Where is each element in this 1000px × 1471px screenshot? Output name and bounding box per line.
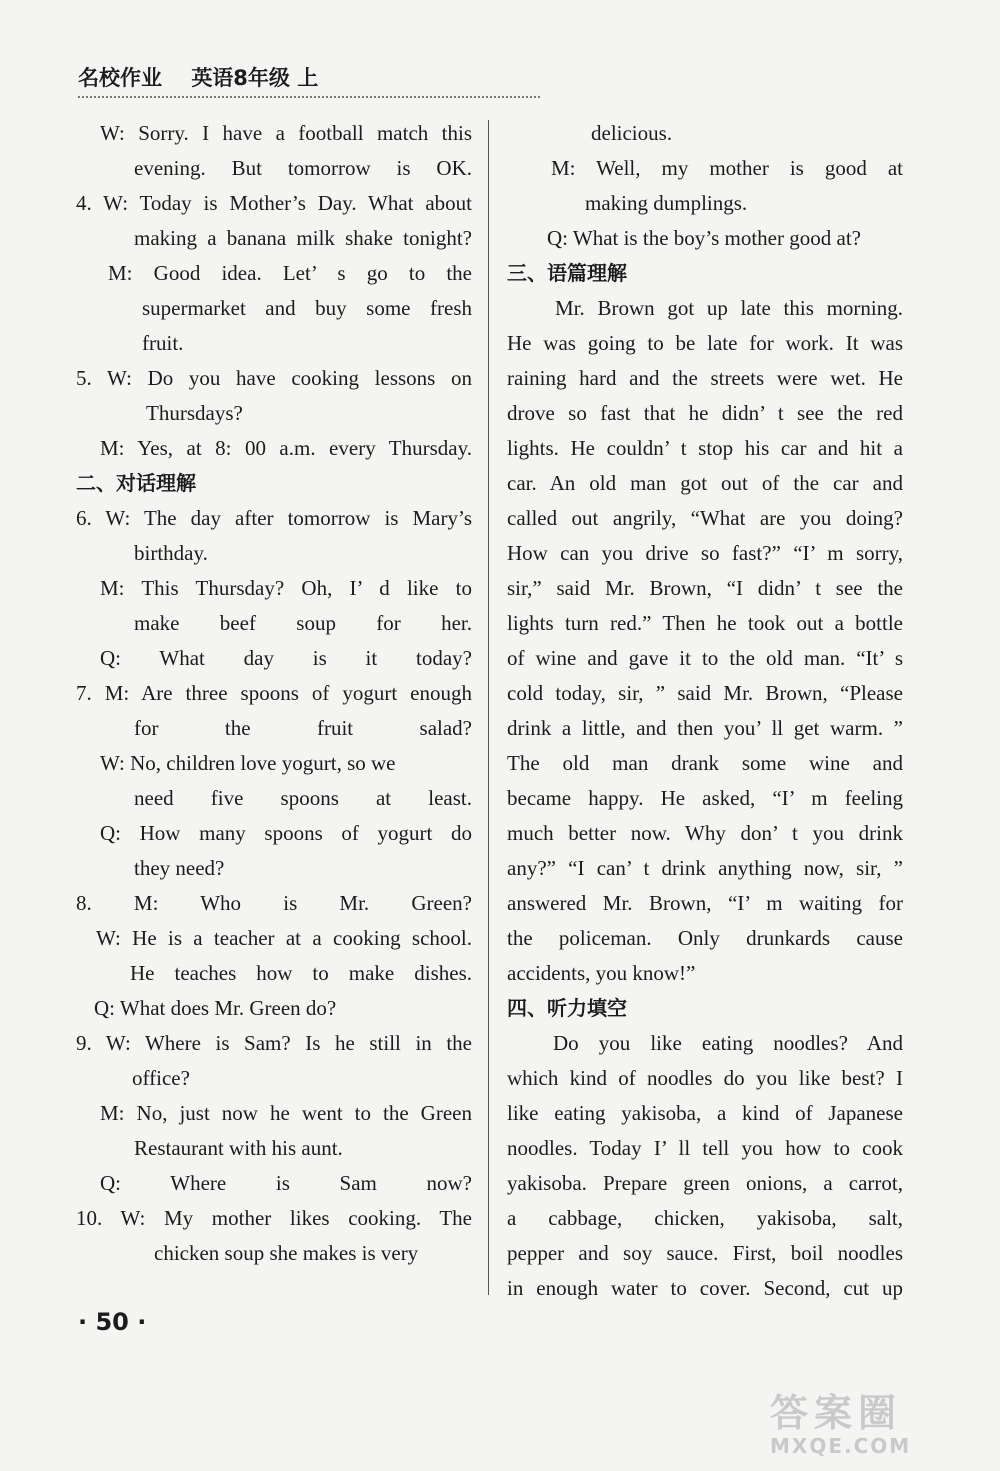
- book-title: 名校作业: [78, 66, 162, 90]
- text-line: W: No, children love yogurt, so we: [100, 751, 396, 775]
- text-line: became happy. He asked, “I’ m feeling: [507, 786, 903, 810]
- text-line: pepper and soy sauce. First, boil noodles: [507, 1241, 903, 1265]
- text-line: the policeman. Only drunkards cause: [507, 926, 903, 950]
- text-line: making dumplings.: [585, 191, 748, 215]
- text-line: cold today, sir, ” said Mr. Brown, “Please: [507, 681, 903, 705]
- text-line: 5. W: Do you have cooking lessons on: [76, 366, 472, 390]
- text-line: lights turn red.” Then he took out a bottle: [507, 611, 903, 635]
- text-line: need five spoons at least.: [134, 786, 472, 810]
- watermark-chinese: 答案圈: [770, 1391, 903, 1435]
- text-line: Thursdays?: [146, 401, 243, 425]
- section-heading: 四、听力填空: [507, 996, 627, 1020]
- text-line: yakisoba. Prepare green onions, a carrot,: [507, 1171, 903, 1195]
- text-line: W: Sorry. I have a football match this: [100, 121, 472, 145]
- text-line: evening. But tomorrow is OK.: [134, 156, 472, 180]
- text-line: delicious.: [591, 121, 673, 145]
- right-column: [507, 116, 903, 1306]
- text-line: 4. W: Today is Mother’s Day. What about: [76, 191, 472, 215]
- subject-grade: 英语8年级 上: [191, 66, 319, 90]
- text-line: supermarket and buy some fresh: [142, 296, 472, 320]
- text-line: for the fruit salad?: [134, 716, 472, 740]
- text-line: Restaurant with his aunt.: [134, 1136, 343, 1160]
- text-line: raining hard and the streets were wet. He: [507, 366, 903, 390]
- text-line: accidents, you know!”: [507, 961, 696, 985]
- text-line: office?: [132, 1066, 190, 1090]
- text-line: 6. W: The day after tomorrow is Mary’s: [76, 506, 472, 530]
- text-line: like eating yakisoba, a kind of Japanese: [507, 1101, 903, 1125]
- left-column: [76, 116, 472, 1271]
- text-line: Do you like eating noodles? And: [553, 1031, 903, 1055]
- text-line: M: Well, my mother is good at: [551, 156, 903, 180]
- page-number: · 50 ·: [78, 1308, 147, 1336]
- text-line: of wine and gave it to the old man. “It’ s: [507, 646, 903, 670]
- text-line: making a banana milk shake tonight?: [134, 226, 472, 250]
- text-line: M: This Thursday? Oh, I’ d like to: [100, 576, 472, 600]
- text-line: Q: What day is it today?: [100, 646, 472, 670]
- text-line: lights. He couldn’ t stop his car and hit a: [507, 436, 903, 460]
- text-line: they need?: [134, 856, 225, 880]
- text-line: birthday.: [134, 541, 208, 565]
- text-line: Q: Where is Sam now?: [100, 1171, 472, 1195]
- text-line: How can you drive so fast?” “I’ m sorry,: [507, 541, 903, 565]
- text-line: noodles. Today I’ ll tell you how to cook: [507, 1136, 903, 1160]
- watermark-logo: [770, 1392, 985, 1462]
- text-line: W: He is a teacher at a cooking school.: [96, 926, 472, 950]
- text-line: in enough water to cover. Second, cut up: [507, 1276, 903, 1300]
- watermark-site: MXQE.COM: [770, 1434, 912, 1458]
- text-line: 10. W: My mother likes cooking. The: [76, 1206, 472, 1230]
- text-line: which kind of noodles do you like best? I: [507, 1066, 903, 1090]
- text-line: make beef soup for her.: [134, 611, 472, 635]
- text-line: car. An old man got out of the car and: [507, 471, 903, 495]
- running-header: [78, 62, 540, 98]
- text-line: fruit.: [142, 331, 184, 355]
- text-line: Q: What is the boy’s mother good at?: [547, 226, 861, 250]
- text-line: much better now. Why don’ t you drink: [507, 821, 903, 845]
- text-line: drink a little, and then you’ ll get warm. ”: [507, 716, 903, 740]
- text-line: 8. M: Who is Mr. Green?: [76, 891, 472, 915]
- text-line: Mr. Brown got up late this morning.: [555, 296, 903, 320]
- text-line: chicken soup she makes is very: [154, 1241, 419, 1265]
- text-line: 7. M: Are three spoons of yogurt enough: [76, 681, 472, 705]
- text-line: answered Mr. Brown, “I’ m waiting for: [507, 891, 903, 915]
- text-line: a cabbage, chicken, yakisoba, salt,: [507, 1206, 903, 1230]
- text-line: Q: What does Mr. Green do?: [94, 996, 337, 1020]
- section-heading: 三、语篇理解: [507, 261, 627, 285]
- section-heading: 二、对话理解: [76, 471, 196, 495]
- text-line: He was going to be late for work. It was: [507, 331, 903, 355]
- text-line: drove so fast that he didn’ t see the red: [507, 401, 903, 425]
- text-line: M: No, just now he went to the Green: [100, 1101, 472, 1125]
- text-line: Q: How many spoons of yogurt do: [100, 821, 472, 845]
- column-divider: [488, 120, 489, 1295]
- text-line: called out angrily, “What are you doing?: [507, 506, 903, 530]
- text-line: M: Yes, at 8: 00 a.m. every Thursday.: [100, 436, 472, 460]
- text-line: M: Good idea. Let’ s go to the: [108, 261, 472, 285]
- text-line: He teaches how to make dishes.: [130, 961, 472, 985]
- text-line: 9. W: Where is Sam? Is he still in the: [76, 1031, 472, 1055]
- text-line: any?” “I can’ t drink anything now, sir, ”: [507, 856, 903, 880]
- text-line: The old man drank some wine and: [507, 751, 903, 775]
- text-line: sir,” said Mr. Brown, “I didn’ t see the: [507, 576, 903, 600]
